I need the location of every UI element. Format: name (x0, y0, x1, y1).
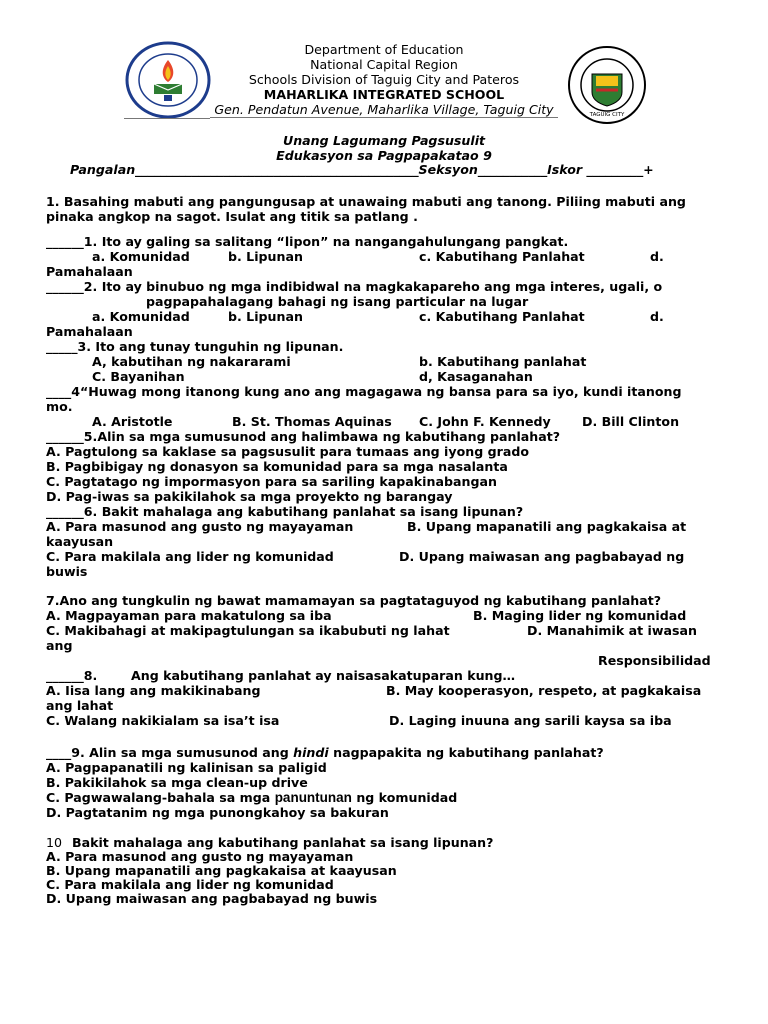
choice: B. Maging lider ng komunidad (473, 608, 687, 623)
choice: A. Para masunod ang gusto ng mayayaman (46, 519, 354, 534)
choice (46, 790, 457, 805)
question-5: ______5.Alin sa mga sumusunod ang halimbawa ng kabutihang panlahat? (46, 429, 561, 444)
choice: D. Pagtatanim ng mga punongkahoy sa bakuran (46, 805, 389, 820)
choice: B. Pakikilahok sa mga clean-up drive (46, 775, 308, 790)
choice: Pamahalaan (46, 264, 133, 279)
choice: B. Upang mapanatili ang pagkakaisa at (407, 519, 687, 534)
choice: D. Upang maiwasan ang pagbabayad ng buwis (46, 891, 378, 906)
school-address: Gen. Pendatun Avenue, Maharlika Village, Taguig City (214, 102, 554, 117)
question-3: _____3. Ito ang tunay tunguhin ng lipunan. (46, 339, 344, 354)
question-4-cont: mo. (46, 399, 73, 414)
choice: c. Kabutihang Panlahat (419, 249, 585, 264)
exam-subject: Edukasyon sa Pagpapakatao 9 (276, 148, 492, 163)
choice: B. Upang mapanatili ang pagkakaisa at kaayusan (46, 863, 397, 878)
region-name: National Capital Region (310, 57, 458, 72)
choice: C. Walang nakikialam sa isa’t isa (46, 713, 280, 728)
choice: A. Pagpapanatili ng kalinisan sa paligid (46, 760, 327, 775)
question-2-cont: pagpapahalagang bahagi ng isang particular na lugar (146, 294, 529, 309)
choice: C. John F. Kennedy (419, 414, 551, 429)
department-name: Department of Education (304, 42, 464, 57)
choice: D. Upang maiwasan ang pagbabayad ng (399, 549, 685, 564)
question-4: ____4“Huwag mong itanong kung ano ang magagawa ng bansa para sa iyo, kundi itanong (46, 384, 682, 399)
choice: D. Bill Clinton (582, 414, 680, 429)
choice: A. Para masunod ang gusto ng mayayaman (46, 849, 354, 864)
choice-part: ng komunidad (351, 790, 458, 805)
choice: Pamahalaan (46, 324, 133, 339)
choice: d. (650, 249, 664, 264)
choice-emphasis: panuntunan (274, 790, 352, 805)
question-9-part: ____9. Alin sa mga sumusunod ang (46, 745, 294, 760)
choice: C. Para makilala ang lider ng komunidad (46, 549, 334, 564)
choice: B. St. Thomas Aquinas (232, 414, 392, 429)
question-9 (46, 745, 604, 760)
choice: D. Manahimik at iwasan (527, 623, 697, 638)
question-2: ______2. Ito ay binubuo ng mga indibidwal na magkakapareho ang mga interes, ugali, o (46, 279, 663, 294)
question-8-number: ______8. (46, 668, 98, 683)
school-name: MAHARLIKA INTEGRATED SCHOOL (263, 87, 505, 102)
choice: A, kabutihan ng nakararami (92, 354, 291, 369)
choice-cont: Responsibilidad (598, 653, 711, 668)
choice: b. Kabutihang panlahat (419, 354, 587, 369)
choice: D. Laging inuuna ang sarili kaysa sa iba (389, 713, 672, 728)
choice: C. Pagtatago ng impormasyon para sa sariling kapakinabangan (46, 474, 497, 489)
question-10-number: 10 (46, 835, 63, 850)
choice: a. Komunidad (92, 309, 190, 324)
choice: d. (650, 309, 664, 324)
choice: d, Kasaganahan (419, 369, 533, 384)
seal-city-text: TAGUIG CITY (589, 112, 625, 118)
choice-cont: ang (46, 638, 73, 653)
choice: C. Makibahagi at makipagtulungan sa ikabubuti ng lahat (46, 623, 450, 638)
question-6: ______6. Bakit mahalaga ang kabutihang panlahat sa isang lipunan? (46, 504, 524, 519)
choice: C. Para makilala ang lider ng komunidad (46, 877, 334, 892)
choice: b. Lipunan (228, 249, 303, 264)
choice-cont: kaayusan (46, 534, 114, 549)
choice-cont: buwis (46, 564, 88, 579)
choice: B. Pagbibigay ng donasyon sa komunidad para sa mga nasalanta (46, 459, 508, 474)
choice: C. Bayanihan (92, 369, 185, 384)
instruction-line: pinaka angkop na sagot. Isulat ang titik sa patlang . (46, 209, 418, 224)
choice: c. Kabutihang Panlahat (419, 309, 585, 324)
question-10: Bakit mahalaga ang kabutihang panlahat sa isang lipunan? (72, 835, 494, 850)
choice: b. Lipunan (228, 309, 303, 324)
student-info-line: Pangalan_____________________________________________Seksyon___________Iskor _________+ (70, 162, 654, 177)
choice: A. Pagtulong sa kaklase sa pagsusulit para tumaas ang iyong grado (46, 444, 529, 459)
choice: A. Iisa lang ang makikinabang (46, 683, 261, 698)
division-name: Schools Division of Taguig City and Pateros (248, 72, 520, 87)
question-9-emphasis: hindi (293, 745, 329, 760)
question-1: ______1. Ito ay galing sa salitang “lipon” na nangangahulungang pangkat. (46, 234, 569, 249)
question-9-part: nagpapakita ng kabutihang panlahat? (328, 745, 604, 760)
exam-title: Unang Lagumang Pagsusulit (282, 133, 486, 148)
choice: B. May kooperasyon, respeto, at pagkakaisa (386, 683, 702, 698)
choice-part: C. Pagwawalang-bahala sa mga (46, 790, 275, 805)
question-8: Ang kabutihang panlahat ay naisasakatuparan kung… (131, 668, 516, 683)
choice-cont: ang lahat (46, 698, 114, 713)
choice: a. Komunidad (92, 249, 190, 264)
choice: D. Pag-iwas sa pakikilahok sa mga proyekto ng barangay (46, 489, 453, 504)
instruction-line: 1. Basahing mabuti ang pangungusap at unawaing mabuti ang tanong. Piliing mabuti ang (46, 194, 686, 209)
question-7: 7.Ano ang tungkulin ng bawat mamamayan sa pagtataguyod ng kabutihang panlahat? (46, 593, 662, 608)
choice: A. Magpayaman para makatulong sa iba (46, 608, 332, 623)
choice: A. Aristotle (92, 414, 173, 429)
